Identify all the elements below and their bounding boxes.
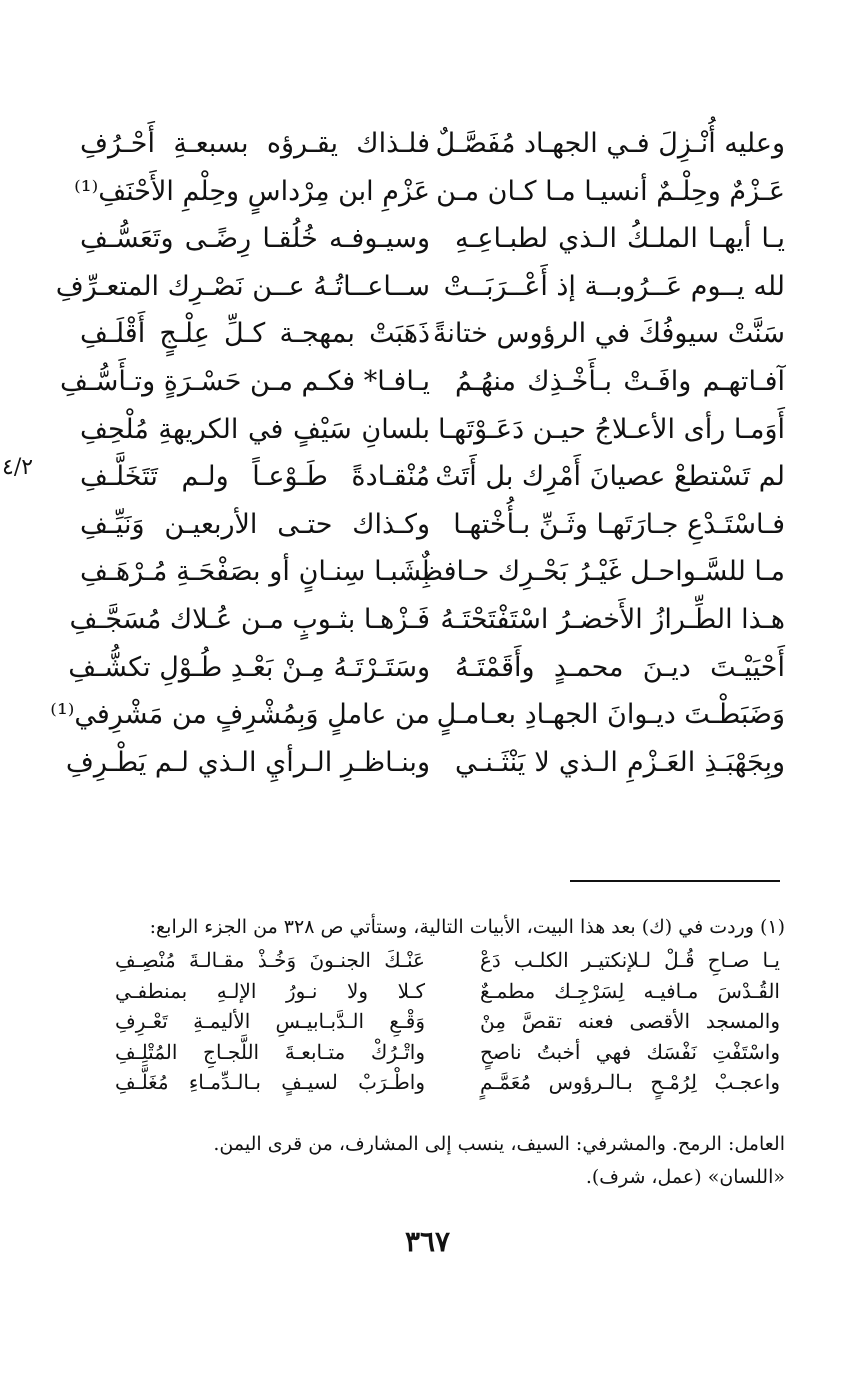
poem-left-column <box>50 120 430 786</box>
footnote-verses-left <box>115 945 425 1098</box>
verse-line: أَوَمـا رأى الأعـلاجُ حيـن دَعَـوْتَهـا <box>438 413 785 445</box>
verse-line: هـذا الطِّـرازُ الأَخضـرُ اسْتَفْتَحْتَـهُ <box>440 603 785 635</box>
verse-line: مُنْقـادةً طَـوْعـاً ولـم تَتَخَلَّـفِ <box>80 461 430 493</box>
verse-line: وسيـوفـه خُلُقـا رِضًـى وتَعَسُّـفِ <box>80 223 430 255</box>
gloss-line: العامل: الرمح. والمشرفي: السيف، ينسب إلى المشارف، من قرى اليمن. <box>213 1133 785 1155</box>
verse-line: عَزْمِ ابن مِرْداسٍ وحِلْمِ الأَحْنَفِ⁽¹⁾ <box>74 175 430 207</box>
footnote-verse: واطْـرَبْ لسيـفٍ بـالـدِّمـاءِ مُغَلَّـفِ <box>115 1070 425 1094</box>
verse-line: فَـزْهـا بثـوبٍ مـن عُـلاك مُسَجَّـفِ <box>69 603 430 635</box>
footnote-verse: وَقْـعِ الـدَّبـابيـسِ الأليمـةِ تَعْـرِفِ <box>115 1009 425 1033</box>
verse-line: ســاعــاتُـهُ عــن نَصْـرِك المتعـرِّفِ <box>55 270 430 302</box>
verse-line: وَضَبَطْـتَ ديـوانَ الجهـادِ بعـامـلٍ <box>436 699 785 731</box>
verse-line: عَـزْمٌ وحِلْـمٌ أنسيـا مـا كـان مـن <box>436 175 785 207</box>
verse-line: مـا للسَّـواحـل غَيْـرُ بَحْـرِك حـافظٌ <box>417 556 785 588</box>
footnote-gloss <box>60 1128 785 1194</box>
verse-line: آفـاتهـم وافَـتْ بـأَخْـذِك منهُـمُ <box>455 365 785 397</box>
verse-line: يـا أيهـا الملـكُ الـذي لطبـاعِـهِ <box>455 223 785 255</box>
gloss-source: «اللسان» (عمل، شرف). <box>585 1166 785 1188</box>
footnote-verse: كـلا ولا نـورُ الإلـهِ بمنطفـي <box>115 978 425 1003</box>
footnote-verse: يـا صـاحِ قُـلْ لـلإنكتيـر الكلـب دَعْ <box>480 948 780 972</box>
verse-line: فلـذاك يقـرؤه بسبعـةِ أَحْـرُفِ <box>80 128 430 159</box>
verse-line: وبِجَهْبَـذِ العَـزْمِ الـذي لا يَنْثَـنـي <box>455 746 785 778</box>
verse-line: لم تَسْتطعْ عصيانَ أَمْرِك بل أَتَتْ <box>435 461 785 493</box>
footnote-intro: (١) وردت في (ك) بعد هذا البيت، الأبيات التالية، وستأتي ص ٣٢٨ من الجزء الرابع: <box>149 916 785 938</box>
footnote-verse: والمسجد الأقصى فعنه تقصَّ مِنْ <box>480 1009 780 1033</box>
verse-line: لله يــوم عَــرُوبــة إذ أَعْــرَبَــتْ <box>443 270 785 302</box>
verse-line: أَحْيَيْـتَ ديـنَ محمـدٍ وأَقَمْتَـهُ <box>455 651 785 683</box>
verse-line: سَنَّتْ سيوفُكَ في الرؤوس ختانةً <box>432 318 785 350</box>
page-number: ٣٦٧ <box>404 1225 451 1258</box>
margin-reference: ٤/٢ <box>2 455 34 480</box>
verse-line: وسَتَـرْتَـهُ مِـنْ بَعْـدِ طُـوْلِ تكشُّـفِ <box>68 651 430 683</box>
verse-line: وعليه أُنْـزِلَ فـي الجهـاد مُفَصَّـلٌ <box>435 128 785 159</box>
verse-line: بِشَبـا سِنـانٍ أو بصَفْحَـةِ مُـرْهَـفِ <box>80 556 430 588</box>
verse-line: بلسانِ سَيْفٍ في الكريهةِ مُلْحِفِ <box>80 413 430 445</box>
poem-right-column <box>417 120 785 786</box>
verse-line: وبنـاظـرِ الـرأيِ الـذي لـم يَطْـرِفِ <box>65 746 430 778</box>
verse-line: يـافـا* فكـم مـن حَسْـرَةٍ وتـأَسُّـفِ <box>59 365 430 397</box>
footnote-verse: عَنْـكَ الجنـونَ وَخُـذْ مقـالـةَ مُنْصِـفِ <box>115 948 425 972</box>
verse-line: ذَهَبَتْ بمهجـة كـلِّ عِلْـجٍ أَقْلَـفِ <box>80 318 430 350</box>
footnote-verse: واعجـبْ لِرُمْـحٍ بـالـرؤوس مُعَمَّـمٍ <box>480 1070 780 1094</box>
footnote-verse: واتْـرُكْ متـابعـةَ اللَّجـاجِ المُتْلِـفِ <box>115 1039 425 1064</box>
footnote-verse: القُـدْسَ مـافيـه لِسَرْجِـك مطمـعٌ <box>480 978 780 1003</box>
verse-line: فـاسْتَـدْعِ جـارَتَهـا وثَـنِّ بـأُخْتهـا <box>453 508 785 540</box>
verse-line: من عاملٍ وَبِمُشْرِفٍ من مَشْرِفي⁽¹⁾ <box>50 699 430 731</box>
footnote-verse: واسْتَفْتِ نَفْسَك فهي أخبتُ ناصحٍ <box>480 1039 780 1064</box>
footnote-divider <box>570 880 780 882</box>
footnote-verses-right <box>480 945 780 1098</box>
verse-line: وكـذاك حتـى الأربعيـن وَنَيِّـفِ <box>80 508 430 540</box>
